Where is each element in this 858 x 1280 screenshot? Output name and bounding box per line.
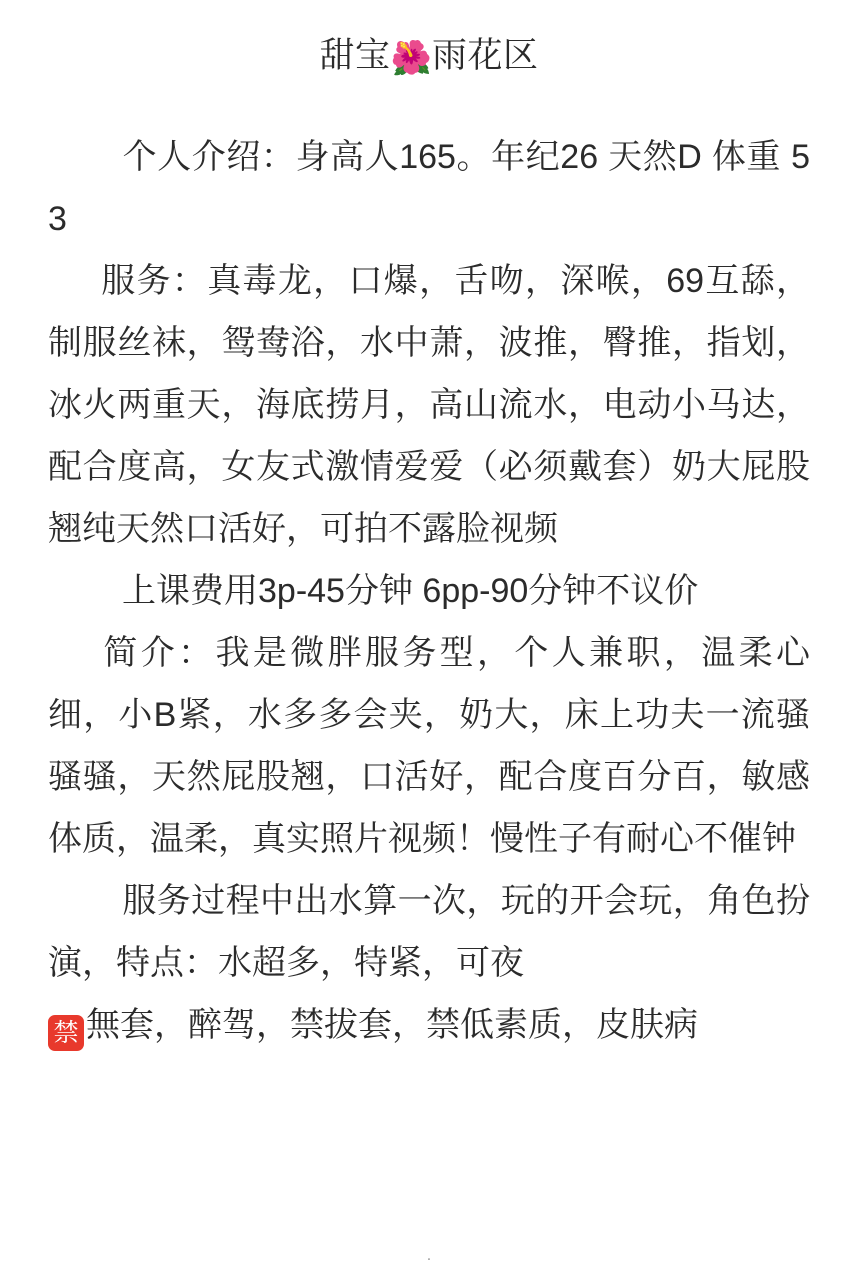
- paragraph-profile-text: 简介：我是微胖服务型，个人兼职，温柔心细，小B紧，水多多会夹，奶大，床上功夫一流骚骚骚，天然屁股翘，口活好，配合度百分百，敏感体质，温柔，真实照片视频！慢性子有耐心不催钟: [48, 634, 810, 858]
- title-text-before: 甜宝: [319, 36, 391, 75]
- paragraph-rules: [48, 870, 810, 994]
- page-title: [48, 30, 810, 84]
- paragraph-price-text: 上课费用3p-45分钟 6pp-90分钟不议价: [122, 572, 699, 610]
- paragraph-services: [48, 250, 810, 560]
- paragraph-restrictions-text: 無套，醉驾，禁拔套，禁低素质，皮肤病: [86, 1006, 698, 1044]
- prohibited-icon: 禁: [48, 1015, 84, 1051]
- paragraph-intro-text: 个人介绍：身高人165。年纪26 天然D 体重 53: [48, 138, 810, 238]
- hibiscus-flower-icon: 🌺: [390, 39, 433, 76]
- paragraph-price: [48, 560, 810, 622]
- paragraph-restrictions: [48, 994, 810, 1056]
- paragraph-services-text: 服务：真毒龙，口爆，舌吻，深喉，69互舔，制服丝袜，鸳鸯浴，水中萧，波推，臀推，指划，冰火两重天，海底捞月，高山流水，电动小马达，配合度高，女友式激情爱爱（必须戴套）奶大屁股翘纯天然口活好，可拍不露脸视频: [48, 262, 810, 548]
- paragraph-rules-text: 服务过程中出水算一次，玩的开会玩，角色扮演，特点：水超多，特紧，可夜: [48, 882, 810, 982]
- document-body: [48, 126, 810, 1056]
- title-text-after: 雨花区: [432, 36, 539, 75]
- footer-dot: .: [426, 1247, 432, 1264]
- paragraph-profile: [48, 622, 810, 870]
- paragraph-intro: [48, 126, 810, 250]
